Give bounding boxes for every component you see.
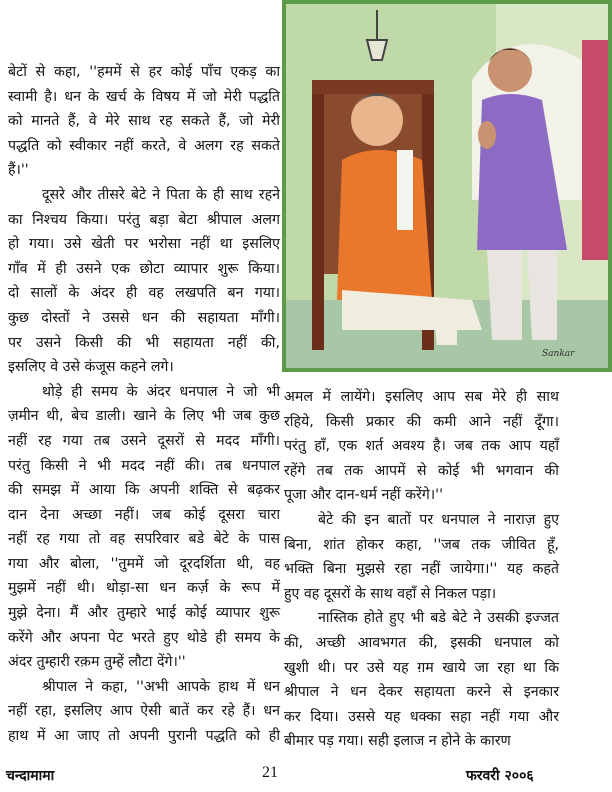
text-line: अंदर तुम्हारी रक़म तुम्हें लौटा देंगे।'' [8,654,186,671]
text-line: बीमार पड़ गया। सही इलाज न होने के कारण [284,733,511,750]
text-line: भक्ति बिना मुझसे रहा नहीं जायेगा।'' यह कहते [284,561,559,578]
text-line: बिना, शांत होकर कहा, ''जब तक जीवित हूँ, [284,536,559,553]
text-line: नास्तिक होते हुए भी बडे बेटे ने उसकी इज्जत [318,610,559,627]
text-line: परंतु हाँ, एक शर्त अवश्य है। जब तक आप यहाँ [284,438,559,455]
text-line: हैं।'' [8,162,29,179]
text-line: इसलिए वे उसे कंजूस कहने लगे। [8,359,174,376]
text-line: नहीं रह गया तो वह सपरिवार बडे बेटे के पास [8,531,280,548]
text-line: कुछ दोस्तों ने उससे धन की सहायता माँगी। [8,309,280,326]
text-line: स्वामी है। धन के खर्च के विषय में जो मेरी पद्धति [8,88,280,105]
text-line: मुझे देना। मैं और तुम्हारे भाई कोई व्यापार शुरू [8,605,280,622]
text-line: ज़मीन थी, बेच डाली। खाने के लिए भी जब कुछ [8,408,280,425]
text-line: दान देना अच्छा नहीं। जब कोई दूसरा चारा [8,506,280,523]
text-line: पर उसने किसी की भी सहायता नहीं की, [8,334,280,351]
text-line: थोड़े ही समय के अंदर धनपाल ने जो भी [42,383,280,400]
text-line: हाथ में आ जाए तो अपनी पुरानी पद्धति को ही [8,728,280,745]
text-line: मुझमें नहीं थी। थोड़ा-सा धन कर्ज़ के रूप में [8,580,280,597]
text-line: श्रीपाल ने धन देकर सहायता करने से इनकार [284,684,559,701]
text-line: पद्धति को स्वीकार नहीं करते, वे अलग रह सकते [8,137,280,154]
text-line: की समझ में आया कि अपनी शक्ति से बढ़कर [8,482,280,499]
page-number: 21 [262,764,278,781]
text-line: नहीं रहा, इसलिए आप ऐसी बातें कर रहे हैं। धन [8,703,280,720]
text-line: रहेंगे तब तक आपमें से कोई भी भगवान की [284,462,559,479]
issue-date: फरवरी २००६ [466,768,534,784]
left-text-column [8,60,280,749]
text-line: बेटों से कहा, ''हममें से हर कोई पाँच एकड़ का [8,64,280,80]
right-text-column [284,385,559,754]
text-line: नहीं रह गया तब उसने दूसरों से मदद माँगी। [8,432,280,449]
story-illustration [282,0,612,372]
text-line: कर दिया। उससे यह धक्का सहा नहीं गया और [284,708,559,725]
artist-signature: Sankar [542,349,575,359]
text-line: अमल में लायेंगे। इसलिए आप सब मेरे ही साथ [284,389,559,405]
text-line: रहिये, किसी प्रकार की कमी आने नहीं दूँगा। [284,413,559,430]
text-line: हुए वह दूसरों के साथ वहाँ से निकल पड़ा। [284,585,497,602]
text-line: श्रीपाल ने कहा, ''अभी आपके हाथ में धन [42,678,280,695]
text-line: को मानते हैं, वे मेरे साथ रह सकते हैं, जो मेरी [8,113,280,130]
text-line: का निश्चय किया। परंतु बड़ा बेटा श्रीपाल अलग [8,211,280,228]
magazine-name: चन्दामामा [6,768,55,784]
text-line: बेटे की इन बातों पर धनपाल ने नाराज़ हुए [318,511,559,528]
text-line: की, अच्छी आवभगत की, इसकी धनपाल को [284,634,559,651]
text-line: पूजा और दान-धर्म नहीं करेंगे।'' [284,487,443,504]
text-line: करेंगे और अपना पेट भरते हुए थोडे ही समय के [8,629,280,646]
text-line: गाँव में ही उसने एक छोटा व्यापार शुरू किया। [8,260,280,277]
text-line: खुशी थी। पर उसे यह ग़म खाये जा रहा था कि [284,659,559,676]
text-line: हो गया। उसे खेती पर भरोसा नहीं था इसलिए [8,236,280,253]
text-line: परंतु किसी ने भी मदद नहीं की। तब धनपाल [8,457,280,474]
text-line: दो सालों के अंदर ही वह लखपति बन गया। [8,285,280,302]
text-line: गया और बोला, ''तुममें जो दूरदर्शिता थी, वह [8,555,280,572]
text-line: दूसरे और तीसरे बेटे ने पिता के ही साथ रहने [42,186,280,203]
